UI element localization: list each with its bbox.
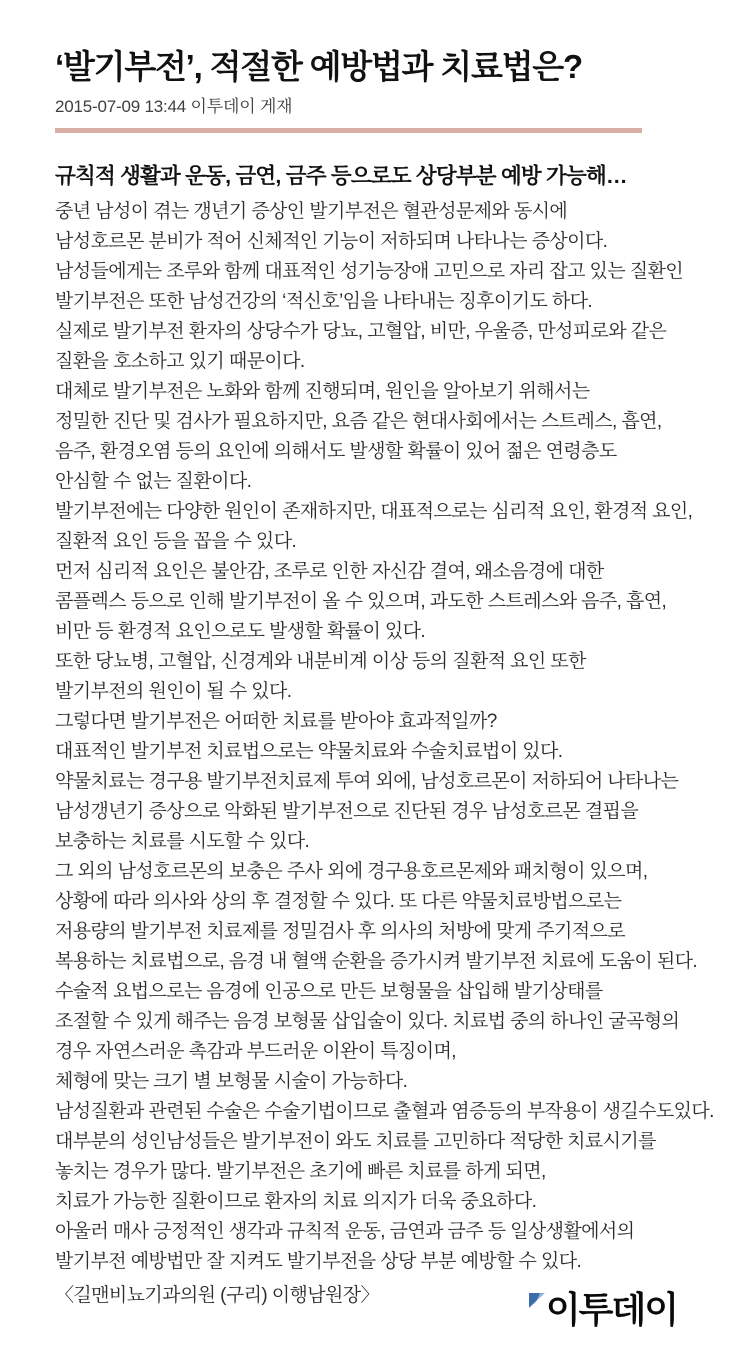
- body-line: 발기부전에는 다양한 원인이 존재하지만, 대표적으로는 심리적 요인, 환경적 요인,: [55, 501, 693, 522]
- body-line: 체형에 맞는 크기 별 보형물 시술이 가능하다.: [55, 1071, 408, 1092]
- body-line: 안심할 수 없는 질환이다.: [55, 471, 252, 492]
- body-line: 중년 남성이 겪는 갱년기 증상인 발기부전은 혈관성문제와 동시에: [55, 201, 568, 222]
- body-line: 남성질환과 관련된 수술은 수술기법이므로 출혈과 염증등의 부작용이 생길수도있다.: [55, 1101, 714, 1122]
- body-line: 치료가 가능한 질환이므로 환자의 치료 의지가 더욱 중요하다.: [55, 1191, 537, 1212]
- body-line: 대표적인 발기부전 치료법으로는 약물치료와 수술치료법이 있다.: [55, 741, 563, 762]
- etoday-logo-text: 이투데이: [545, 1289, 677, 1330]
- body-line: 비만 등 환경적 요인으로도 발생할 확률이 있다.: [55, 621, 426, 642]
- body-line: 약물치료는 경구용 발기부전치료제 투여 외에, 남성호르몬이 저하되어 나타나는: [55, 771, 679, 792]
- body-line: 대체로 발기부전은 노화와 함께 진행되며, 원인을 알아보기 위해서는: [55, 381, 590, 402]
- body-line: 질환을 호소하고 있기 때문이다.: [55, 351, 305, 372]
- body-line: 대부분의 성인남성들은 발기부전이 와도 치료를 고민하다 적당한 치료시기를: [55, 1131, 656, 1152]
- body-line: 질환적 요인 등을 꼽을 수 있다.: [55, 531, 297, 552]
- body-line: 수술적 요법으로는 음경에 인공으로 만든 보형물을 삽입해 발기상태를: [55, 981, 603, 1002]
- body-line: 저용량의 발기부전 치료제를 정밀검사 후 의사의 처방에 맞게 주기적으로: [55, 921, 626, 942]
- divider-rule: [55, 128, 642, 133]
- body-line: 콤플렉스 등으로 인해 발기부전이 올 수 있으며, 과도한 스트레스와 음주, 흡연,: [55, 591, 667, 612]
- body-line: 그렇다면 발기부전은 어떠한 치료를 받아야 효과적일까?: [55, 711, 497, 732]
- body-line: 경우 자연스러운 촉감과 부드러운 이완이 특징이며,: [55, 1041, 456, 1062]
- body-line: 정밀한 진단 및 검사가 필요하지만, 요즘 같은 현대사회에서는 스트레스, 흡연,: [55, 411, 662, 432]
- body-line: 실제로 발기부전 환자의 상당수가 당뇨, 고혈압, 비만, 우울증, 만성피로와 같은: [55, 321, 667, 342]
- body-line: 발기부전 예방법만 잘 지켜도 발기부전을 상당 부분 예방할 수 있다.: [55, 1251, 582, 1272]
- publish-date: 2015-07-09 13:44 이투데이 게재: [55, 97, 293, 116]
- article-subtitle: 규칙적 생활과 운동, 금연, 금주 등으로도 상당부분 예방 가능해…: [55, 164, 627, 188]
- article-body: [55, 197, 739, 1277]
- body-line: 남성갱년기 증상으로 악화된 발기부전으로 진단된 경우 남성호르몬 결핍을: [55, 801, 639, 822]
- body-line: 발기부전은 또한 남성건강의 ‘적신호’임을 나타내는 징후이기도 하다.: [55, 291, 593, 312]
- body-line: 상황에 따라 의사와 상의 후 결정할 수 있다. 또 다른 약물치료방법으로는: [55, 891, 622, 912]
- body-line: 남성호르몬 분비가 적어 신체적인 기능이 저하되며 나타나는 증상이다.: [55, 231, 608, 252]
- body-line: 먼저 심리적 요인은 불안감, 조루로 인한 자신감 결여, 왜소음경에 대한: [55, 561, 604, 582]
- body-line: 또한 당뇨병, 고혈압, 신경계와 내분비계 이상 등의 질환적 요인 또한: [55, 651, 586, 672]
- body-line: 음주, 환경오염 등의 요인에 의해서도 발생할 확률이 있어 젊은 연령층도: [55, 441, 617, 462]
- article-title: ‘발기부전’, 적절한 예방법과 치료법은?: [55, 48, 582, 85]
- body-line: 발기부전의 원인이 될 수 있다.: [55, 681, 292, 702]
- body-line: 아울러 매사 긍정적인 생각과 규칙적 운동, 금연과 금주 등 일상생활에서의: [55, 1221, 635, 1242]
- body-line: 놓치는 경우가 많다. 발기부전은 초기에 빠른 치료를 하게 되면,: [55, 1161, 546, 1182]
- body-line: 남성들에게는 조루와 함께 대표적인 성기능장애 고민으로 자리 잡고 있는 질환인: [55, 261, 683, 282]
- byline: 〈길맨비뇨기과의원 (구리) 이행남원장〉: [55, 1285, 379, 1306]
- body-line: 조절할 수 있게 해주는 음경 보형물 삽입술이 있다. 치료법 중의 하나인 굴곡형의: [55, 1011, 680, 1032]
- body-line: 보충하는 치료를 시도할 수 있다.: [55, 831, 310, 852]
- corner-flag-icon: [529, 1293, 545, 1308]
- body-line: 그 외의 남성호르몬의 보충은 주사 외에 경구용호르몬제와 패치형이 있으며,: [55, 861, 648, 882]
- etoday-logo: [529, 1291, 677, 1329]
- body-line: 복용하는 치료법으로, 음경 내 혈액 순환을 증가시켜 발기부전 치료에 도움이 된다.: [55, 951, 698, 972]
